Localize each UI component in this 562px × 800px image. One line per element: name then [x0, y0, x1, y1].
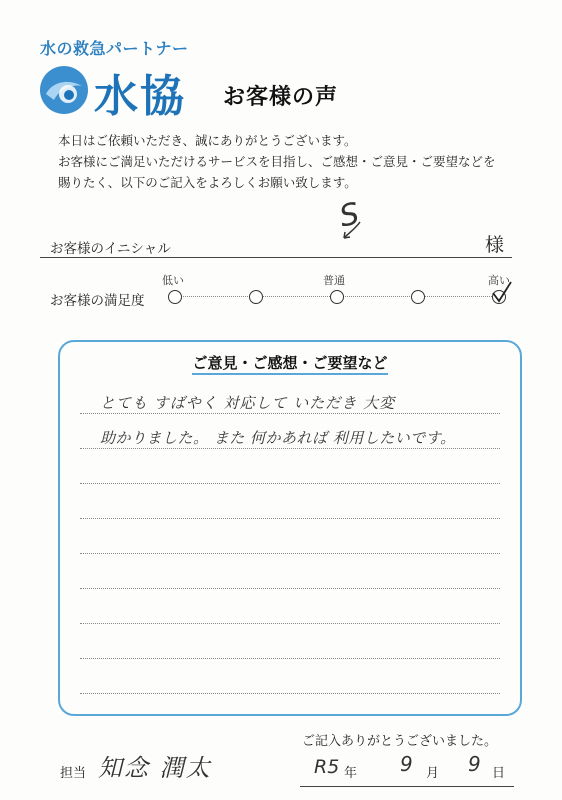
- brand-logo-text: 水協: [94, 71, 186, 122]
- thanks-text: ご記入ありがとうございました。: [302, 734, 498, 749]
- date-day-label: 日: [492, 766, 506, 781]
- comment-box-heading: ご意見・ご感想・ご要望など: [58, 352, 522, 373]
- comment-ruled-line: [80, 693, 500, 694]
- comment-line: 助かりました。 また 何かあれば 利用したいです。: [100, 429, 456, 447]
- date-month: 9: [400, 752, 413, 776]
- comment-ruled-line: [80, 658, 500, 659]
- initial-suffix: 様: [485, 234, 505, 256]
- initial-label: お客様のイニシャル: [50, 241, 171, 257]
- satisfaction-label: お客様の満足度: [50, 293, 145, 309]
- date-day: 9: [468, 752, 481, 776]
- staff-signature: 知念 潤太: [98, 754, 212, 782]
- tagline: 水の救急パートナー: [40, 39, 189, 58]
- staff-label: 担当: [60, 766, 87, 781]
- comment-ruled-line: [80, 483, 500, 484]
- comment-line: とても すばやく 対応して いただき 大変: [100, 394, 396, 412]
- satisfaction-low-label: 低い: [162, 274, 184, 287]
- page-title: お客様の声: [223, 85, 339, 110]
- satisfaction-mid-label: 普通: [323, 274, 345, 287]
- comment-ruled-line: [80, 518, 500, 519]
- satisfaction-option-3[interactable]: [330, 290, 344, 304]
- date-underline: [300, 786, 514, 787]
- comment-ruled-line: [80, 588, 500, 589]
- initial-value: S: [336, 196, 363, 235]
- satisfaction-high-label: 高い: [488, 274, 510, 287]
- satisfaction-option-4[interactable]: [411, 290, 425, 304]
- satisfaction-option-1[interactable]: [168, 290, 182, 304]
- checkmark-icon: [490, 279, 514, 305]
- water-drop-logo-icon: [38, 64, 90, 116]
- intro-text: [58, 130, 538, 193]
- comment-ruled-line: [80, 448, 500, 449]
- date-year-label: 年: [344, 766, 358, 781]
- pen-stroke-arrow-icon: [340, 220, 364, 242]
- comment-ruled-line: [80, 623, 500, 624]
- satisfaction-option-2[interactable]: [249, 290, 263, 304]
- initial-underline: [40, 257, 512, 258]
- intro-line: お客様にご満足いただけるサービスを目指し、ご感想・ご意見・ご要望などを: [58, 154, 496, 169]
- intro-line: 本日はご依頼いただき、誠にありがとうございます。: [58, 133, 357, 148]
- date-month-label: 月: [426, 766, 440, 781]
- intro-line: 賜りたく、以下のご記入をよろしくお願い致します。: [58, 175, 357, 190]
- comment-ruled-line: [80, 553, 500, 554]
- date-era: R5: [314, 756, 340, 778]
- comment-ruled-line: [80, 413, 500, 414]
